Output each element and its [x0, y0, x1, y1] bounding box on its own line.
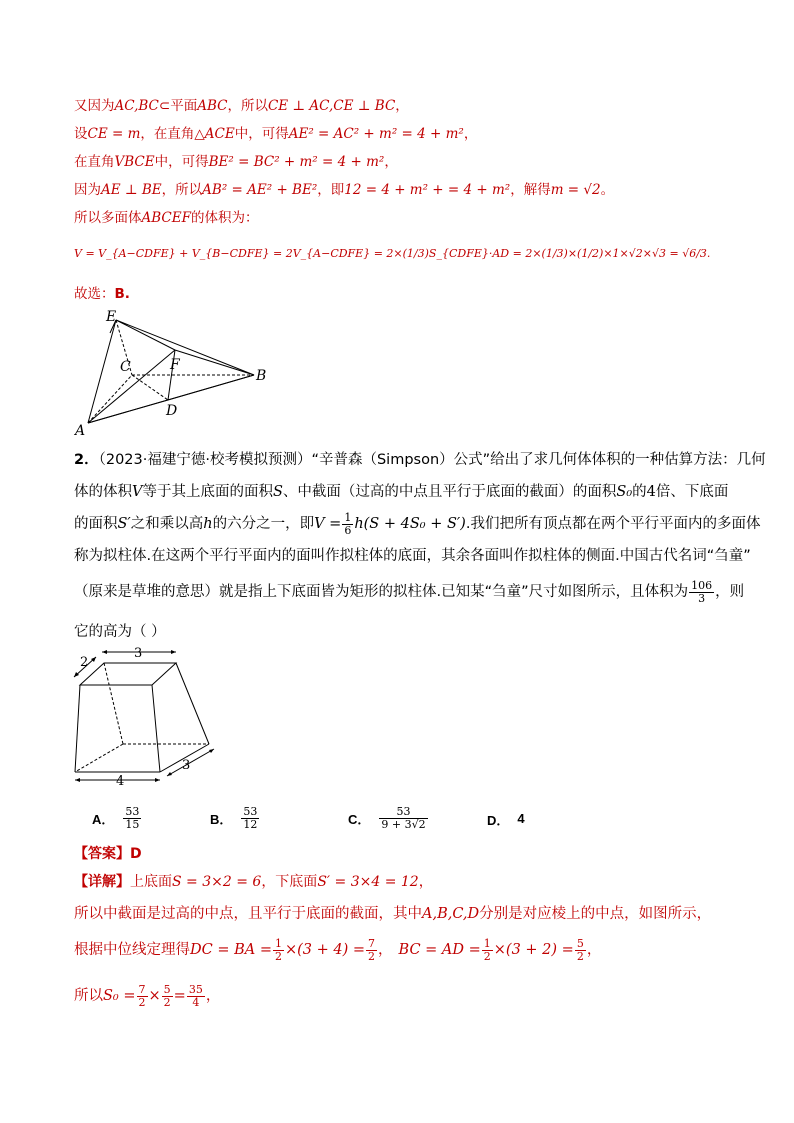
- math: h: [203, 516, 213, 532]
- text: ，在直角△: [140, 126, 205, 142]
- math: h(S + 4S₀ + S′): [354, 516, 466, 532]
- math: ACE: [204, 126, 235, 142]
- text: “辛普森（Simpson）公式”给出了求几何体体积的一种估算方法：几何: [311, 452, 766, 468]
- numerator: 1: [483, 936, 491, 950]
- question-2-line-5: [74, 576, 745, 608]
- fraction: [162, 984, 173, 1009]
- detail-line-3: [74, 934, 724, 966]
- numerator: 35: [188, 982, 203, 996]
- dim-bottom-short: [167, 749, 214, 776]
- numerator: 53: [243, 805, 258, 818]
- text: ，: [205, 988, 221, 1004]
- dim-label-bottom-short: 3: [182, 758, 191, 773]
- math: AC,BC: [114, 98, 159, 114]
- text: 设: [74, 126, 88, 142]
- text: ，则: [715, 584, 745, 600]
- option-d[interactable]: [487, 810, 525, 829]
- option-a[interactable]: [92, 806, 142, 831]
- math: S₀ =: [103, 988, 136, 1004]
- option-label: D．: [487, 813, 510, 828]
- text: 的: [632, 484, 647, 500]
- denominator: 2: [368, 949, 376, 963]
- text: 中，可得: [234, 126, 289, 142]
- denominator: 2: [576, 949, 584, 963]
- text: 因为: [74, 182, 101, 198]
- denominator: 2: [274, 949, 282, 963]
- edge-cd: [132, 375, 168, 400]
- text: ，即: [317, 182, 345, 198]
- math: ×(3 + 2) =: [493, 942, 574, 958]
- text: 的体积为：: [190, 210, 259, 226]
- label-d: D: [166, 403, 178, 419]
- text: 、中截面（过高的中点且平行于底面的截面）的面积: [282, 484, 617, 500]
- answer-line-1: [74, 284, 130, 304]
- math: V: [132, 484, 143, 500]
- edge-ad: [88, 400, 168, 423]
- math: V =: [314, 516, 342, 532]
- denominator: 15: [125, 818, 140, 831]
- question-number: 2．: [74, 452, 99, 468]
- hidden-edge-3: [75, 744, 123, 772]
- text: 的面积: [74, 516, 118, 532]
- edge-eb: [116, 320, 254, 375]
- numerator: 1: [274, 936, 282, 950]
- text: 中，可得: [154, 154, 209, 170]
- solution-line-3: [74, 152, 398, 172]
- text: 所以中截面是过高的中点，且平行于底面的截面，其中: [74, 906, 422, 922]
- edge-left-front: [75, 685, 80, 772]
- dim-label-top-short: 2: [80, 655, 89, 670]
- figure-polyhedron: [70, 305, 270, 440]
- math: DC = BA =: [190, 942, 272, 958]
- math: ABC: [197, 98, 228, 114]
- edge-db: [168, 375, 254, 400]
- denominator: 6: [344, 523, 352, 537]
- dim-label-top-long: 3: [134, 646, 143, 661]
- solution-line-4: [74, 180, 614, 200]
- math: A,B,C,D: [422, 906, 480, 922]
- question-2-line-4: [74, 540, 751, 572]
- figure-frustum: [64, 646, 224, 786]
- text: .我们把所有顶点都在两个平行平面内的多面体: [465, 516, 761, 532]
- fraction: [379, 806, 427, 831]
- math: m = √2: [550, 182, 601, 198]
- option-b[interactable]: [210, 806, 260, 831]
- fraction: [689, 580, 714, 605]
- detail-line-1: [74, 868, 724, 896]
- numerator: 106: [691, 578, 713, 592]
- option-c[interactable]: [348, 806, 429, 831]
- denominator: 2: [138, 995, 146, 1009]
- text: ，: [463, 126, 478, 142]
- text: 又因为: [74, 98, 115, 114]
- math: CE = m: [87, 126, 141, 142]
- label-c: C: [120, 359, 131, 375]
- math: ABCEF: [141, 210, 191, 226]
- solution-line-2: [74, 124, 477, 144]
- text: ，解得: [510, 182, 551, 198]
- edge-af: [88, 350, 178, 423]
- math: BC = AD =: [398, 942, 481, 958]
- denominator: 3: [698, 591, 706, 605]
- fraction: [123, 806, 141, 831]
- math: VBCE: [114, 154, 155, 170]
- edge-fb: [175, 350, 254, 375]
- text: ，: [384, 154, 398, 170]
- text: 它的高为（ ）: [74, 624, 166, 640]
- dim-label-bottom-long: 4: [116, 774, 125, 786]
- fraction: [366, 938, 377, 963]
- text: 体的体积: [74, 484, 132, 500]
- edge-right-back: [176, 663, 209, 744]
- top-face: [80, 663, 176, 685]
- numerator: 53: [125, 805, 140, 818]
- option-label: C．: [348, 812, 371, 827]
- math: CE ⊥ AC,CE ⊥ BC: [267, 98, 396, 114]
- option-label: A．: [92, 812, 115, 827]
- denominator: 2: [483, 949, 491, 963]
- math: AB² = AE² + BE²: [202, 182, 318, 198]
- fraction: [137, 984, 148, 1009]
- denominator: 12: [243, 818, 258, 831]
- numerator: 5: [576, 936, 584, 950]
- text: 上底面: [130, 874, 172, 890]
- math: =: [173, 988, 186, 1004]
- answer-tag: 【答案】: [74, 846, 130, 862]
- numerator: 5: [163, 982, 171, 996]
- numerator: 1: [344, 510, 352, 524]
- math: S: [272, 484, 283, 500]
- text: ，: [395, 98, 409, 114]
- edge-ef: [116, 320, 175, 350]
- math: S₀: [616, 484, 633, 500]
- edge-mid-front: [152, 685, 160, 772]
- detail-tag: 【详解】: [74, 874, 130, 890]
- text: 等于其上底面的面积: [142, 484, 273, 500]
- answer-value: B.: [114, 286, 130, 302]
- text: 所以: [74, 988, 103, 1004]
- question-2-line-1: [74, 444, 766, 476]
- hidden-edge-1: [104, 663, 123, 744]
- math: S′: [117, 516, 131, 532]
- math: ×: [148, 988, 161, 1004]
- math: BE² = BC² + m² = 4 + m²: [208, 154, 385, 170]
- text: 倍、下底面: [655, 484, 729, 500]
- volume-formula: V = V_{A−CDFE} + V_{B−CDFE} = 2V_{A−CDFE} = 2×(1/3)S_{CDFE}·AD = 2×(1/3)×(1/2)×1×√2×√3 = √6/3.: [74, 247, 711, 260]
- answer-line-2: [74, 840, 724, 868]
- fraction: [187, 984, 205, 1009]
- text: ⊂平面: [158, 98, 198, 114]
- numerator: 7: [368, 936, 376, 950]
- text: 的六分之一，即: [212, 516, 315, 532]
- numerator: 7: [138, 982, 146, 996]
- math: AE² = AC² + m² = 4 + m²: [288, 126, 464, 142]
- text: ，: [418, 874, 433, 890]
- text: 根据中位线定理得: [74, 942, 190, 958]
- detail-line-2: [74, 898, 724, 930]
- math: AE ⊥ BE: [101, 182, 162, 198]
- text: 称为拟柱体.在这两个平行平面内的面叫作拟柱体的底面，其余各面叫作拟柱体的侧面.中国古代名词“刍童”: [74, 548, 751, 564]
- question-2-line-6: [74, 616, 724, 648]
- option-label: B．: [210, 812, 233, 827]
- label-b: B: [256, 368, 267, 384]
- text: 故选：: [74, 286, 115, 302]
- denominator: 4: [192, 995, 200, 1009]
- numerator: 53: [379, 806, 427, 819]
- text: ，: [378, 942, 393, 958]
- text: ，下底面: [261, 874, 318, 890]
- text: 分别是对应棱上的中点，如图所示，: [479, 906, 712, 922]
- fraction: [575, 938, 586, 963]
- text: ，所以: [227, 98, 268, 114]
- denominator: 2: [163, 995, 171, 1009]
- text: ，所以: [161, 182, 203, 198]
- denominator: 9 + 3√2: [381, 818, 426, 831]
- text: 所以多面体: [74, 210, 142, 226]
- fraction: [273, 938, 284, 963]
- text: 在直角: [74, 154, 115, 170]
- math: 4: [646, 484, 656, 500]
- fraction: [342, 512, 353, 537]
- math: S′ = 3×4 = 12: [317, 874, 419, 890]
- label-a: A: [75, 423, 86, 439]
- solution-line-1: [74, 96, 409, 116]
- text: ，: [586, 942, 602, 958]
- math: S = 3×2 = 6: [172, 874, 262, 890]
- question-source: （2023·福建宁德·校考模拟预测）: [98, 452, 312, 468]
- text: （原来是草堆的意思）就是指上下底面皆为矩形的拟柱体.已知某“刍童”尺寸如图所示，且体积为: [74, 584, 689, 600]
- question-2-line-3: [74, 508, 761, 540]
- fraction: [482, 938, 493, 963]
- label-e: E: [106, 309, 117, 325]
- text: 之和乘以高: [130, 516, 204, 532]
- detail-line-4: [74, 980, 724, 1012]
- text: 。: [600, 182, 615, 198]
- answer-value: D: [130, 846, 142, 862]
- solution-line-5: [74, 208, 258, 228]
- question-2-line-2: [74, 476, 729, 508]
- option-value: 4: [517, 811, 525, 826]
- math: ×(3 + 4) =: [284, 942, 366, 958]
- math: 12 = 4 + m² + = 4 + m²: [344, 182, 511, 198]
- label-f: F: [170, 357, 180, 373]
- fraction: [241, 806, 259, 831]
